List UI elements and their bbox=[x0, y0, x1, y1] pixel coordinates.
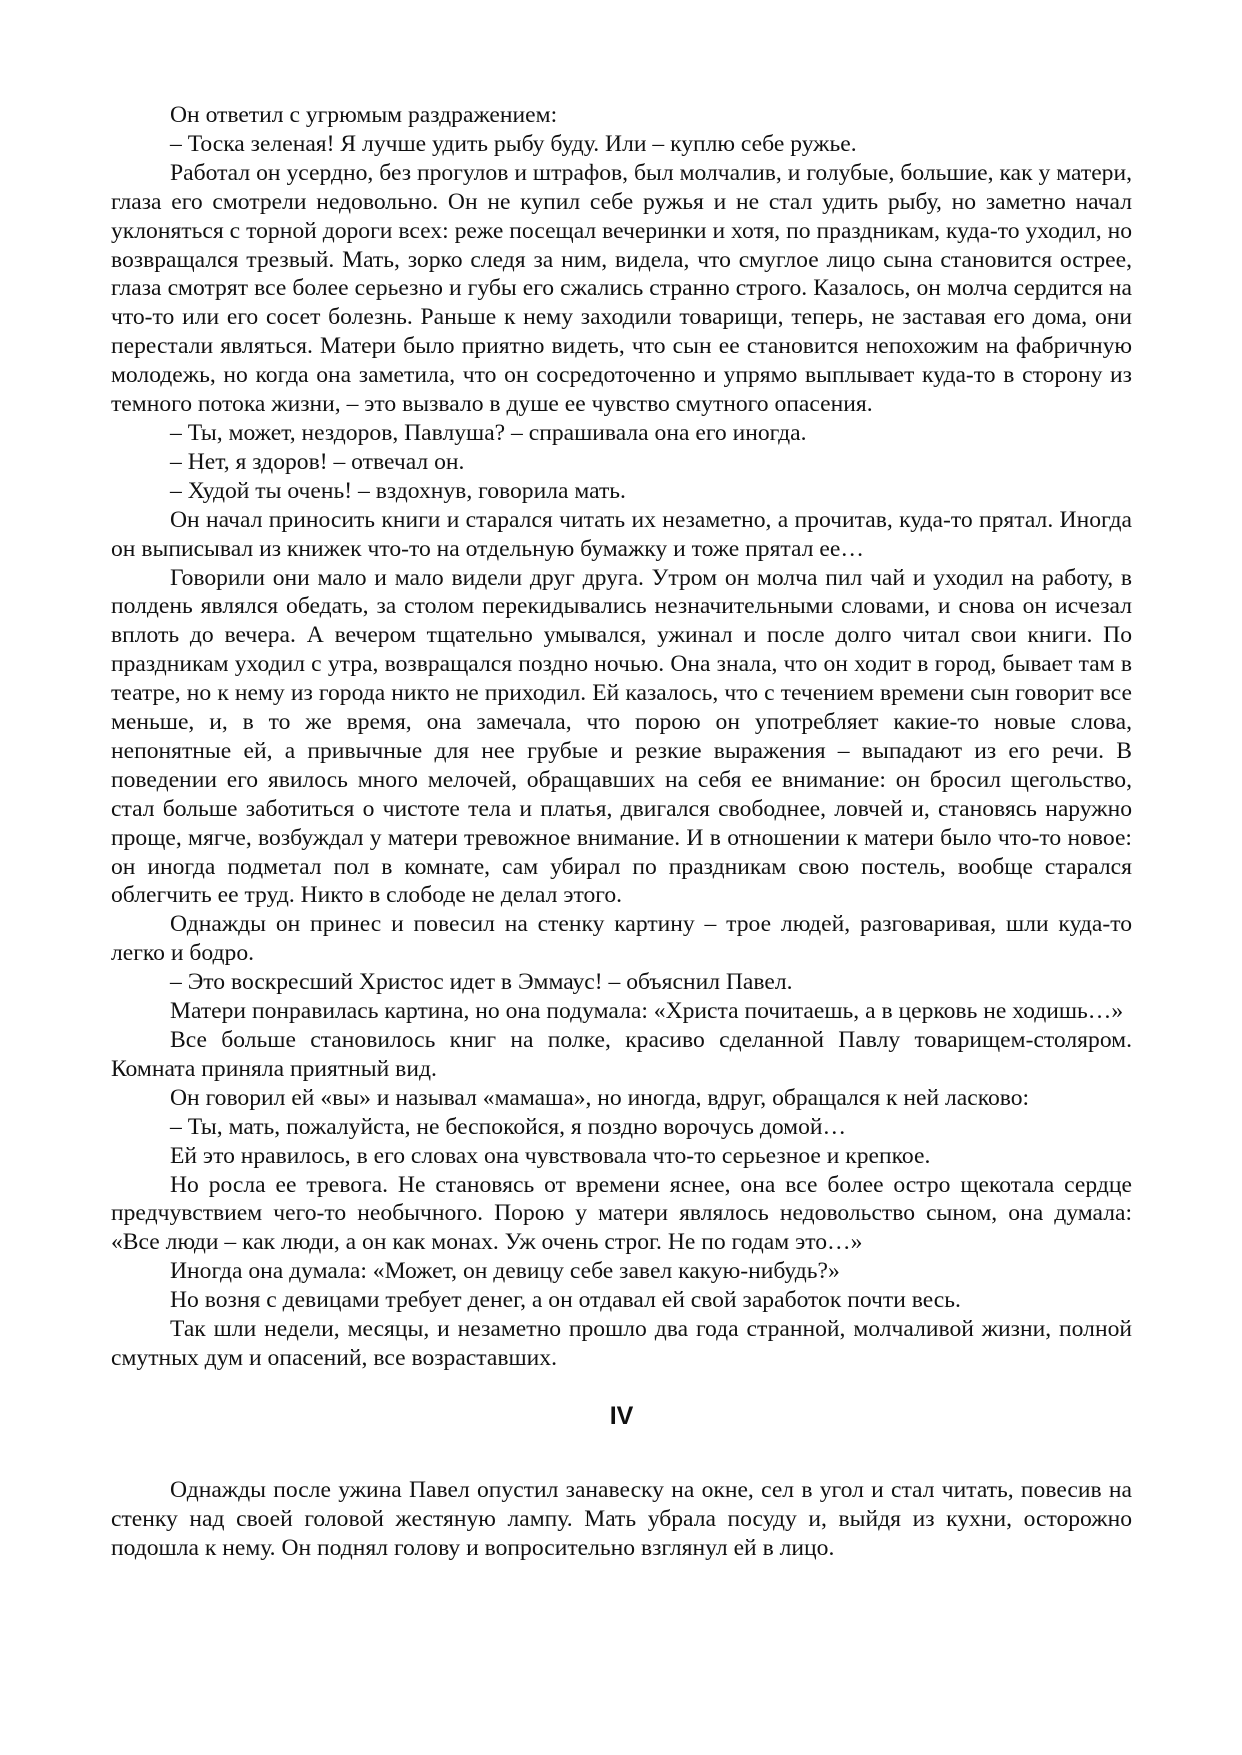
paragraph: – Это воскресший Христос идет в Эммаус! – объяснил Павел. bbox=[170, 969, 793, 996]
chapter-heading: IV bbox=[609, 1401, 634, 1430]
paragraph: Работал он усердно, без прогулов и штрафов, был молчалив, и голубые, большие, как у матери, глаза его смотрели недовольно. Он не купил себе ружья и не стал удить рыбу, но заметно начал уклоняться с торной дороги всех: реже посещал вечеринки и хотя, по праздникам, куда-то уходил, но возвращался трезвый. Мать, зорко следя за ним, видела, что смуглое лицо сына становится острее, глаза смотрят все более серьезно и губы его сжались странно строго. Казалось, он молча сердится на что-то или его сосет болезнь. Раньше к нему заходили товарищи, теперь, не заставая его дома, они перестали являться. Матери было приятно видеть, что сын ее становится непохожим на фабричную молодежь, но когда она заметила, что он сосредоточенно и упрямо выплывает куда-то в сторону из темного потока жизни, – это вызвало в душе ее чувство смутного опасения. bbox=[111, 159, 1132, 418]
paragraph: Он начал приносить книги и старался читать их незаметно, а прочитав, куда-то прятал. Иногда он выписывал из книжек что-то на отдельную бумажку и тоже прятал ее… bbox=[111, 506, 1132, 562]
paragraph: Но росла ее тревога. Не становясь от времени яснее, она все более остро щекотала сердце предчувствием чего-то необычного. Порою у матери являлось недовольство сыном, она думала: «Все люди – как люди, а он как монах. Уж очень строг. Не по годам это…» bbox=[111, 1171, 1132, 1256]
paragraph: Иногда она думала: «Может, он девицу себе завел какую-нибудь?» bbox=[170, 1258, 840, 1285]
paragraph: Так шли недели, месяцы, и незаметно прошло два года странной, молчаливой жизни, полной смутных дум и опасений, все возраставших. bbox=[111, 1316, 1132, 1371]
paragraph: Но возня с девицами требует денег, а он отдавал ей свой заработок почти весь. bbox=[170, 1287, 961, 1314]
paragraph: – Тоска зеленая! Я лучше удить рыбу буду. Или – куплю себе ружье. bbox=[170, 130, 857, 157]
paragraph: Однажды после ужина Павел опустил занавеску на окне, сел в угол и стал читать, повесив на стенку над своей головой жестяную лампу. Мать убрала посуду и, выйдя из кухни, осторожно подошла к нему. Он поднял голову и вопросительно взглянул ей в лицо. bbox=[111, 1476, 1132, 1561]
paragraph: Матери понравилась картина, но она подумала: «Христа почитаешь, а в церковь не ходишь…» bbox=[170, 998, 1124, 1025]
paragraph: – Ты, может, нездоров, Павлуша? – спрашивала она его иногда. bbox=[170, 419, 807, 446]
paragraph: Говорили они мало и мало видели друг друга. Утром он молча пил чай и уходил на работу, в полдень являлся обедать, за столом перекидывались незначительными словами, и снова он исчезал вплоть до вечера. А вечером тщательно умывался, ужинал и после долго читал свои книги. По праздникам уходил с утра, возвращался поздно ночью. Она знала, что он ходит в город, бывает там в театре, но к нему из города никто не приходил. Ей казалось, что с течением времени сын говорит все меньше, и, в то же время, она замечала, что порою он употребляет какие-то новые слова, непонятные ей, а привычные для нее грубые и резкие выражения – выпадают из его речи. В поведении его явилось много мелочей, обращавших на себя ее внимание: он бросил щегольство, стал больше заботиться о чистоте тела и платья, двигался свободнее, ловчей и, становясь наружно проще, мягче, возбуждал у матери тревожное внимание. И в отношении к матери было что-то новое: он иногда подметал пол в комнате, сам убирал по праздникам свою постель, вообще старался облегчить ее труд. Никто в слободе не делал этого. bbox=[111, 564, 1132, 909]
paragraph: Однажды он принес и повесил на стенку картину – трое людей, разговаривая, шли куда-то легко и бодро. bbox=[111, 911, 1132, 967]
paragraph: Все больше становилось книг на полке, красиво сделанной Павлу товарищем-столяром. Комната приняла приятный вид. bbox=[111, 1027, 1132, 1082]
paragraph: – Ты, мать, пожалуйста, не беспокойся, я поздно ворочусь домой… bbox=[170, 1113, 847, 1140]
paragraph: Он говорил ей «вы» и называл «мамаша», но иногда, вдруг, обращался к ней ласково: bbox=[170, 1084, 1030, 1111]
paragraph: – Нет, я здоров! – отвечал он. bbox=[170, 448, 465, 475]
paragraph: Ей это нравилось, в его словах она чувствовала что-то серьезное и крепкое. bbox=[170, 1142, 931, 1169]
paragraph: – Худой ты очень! – вздохнув, говорила мать. bbox=[170, 477, 626, 504]
paragraph: Он ответил с угрюмым раздражением: bbox=[170, 102, 558, 128]
document-page bbox=[111, 101, 1132, 1563]
